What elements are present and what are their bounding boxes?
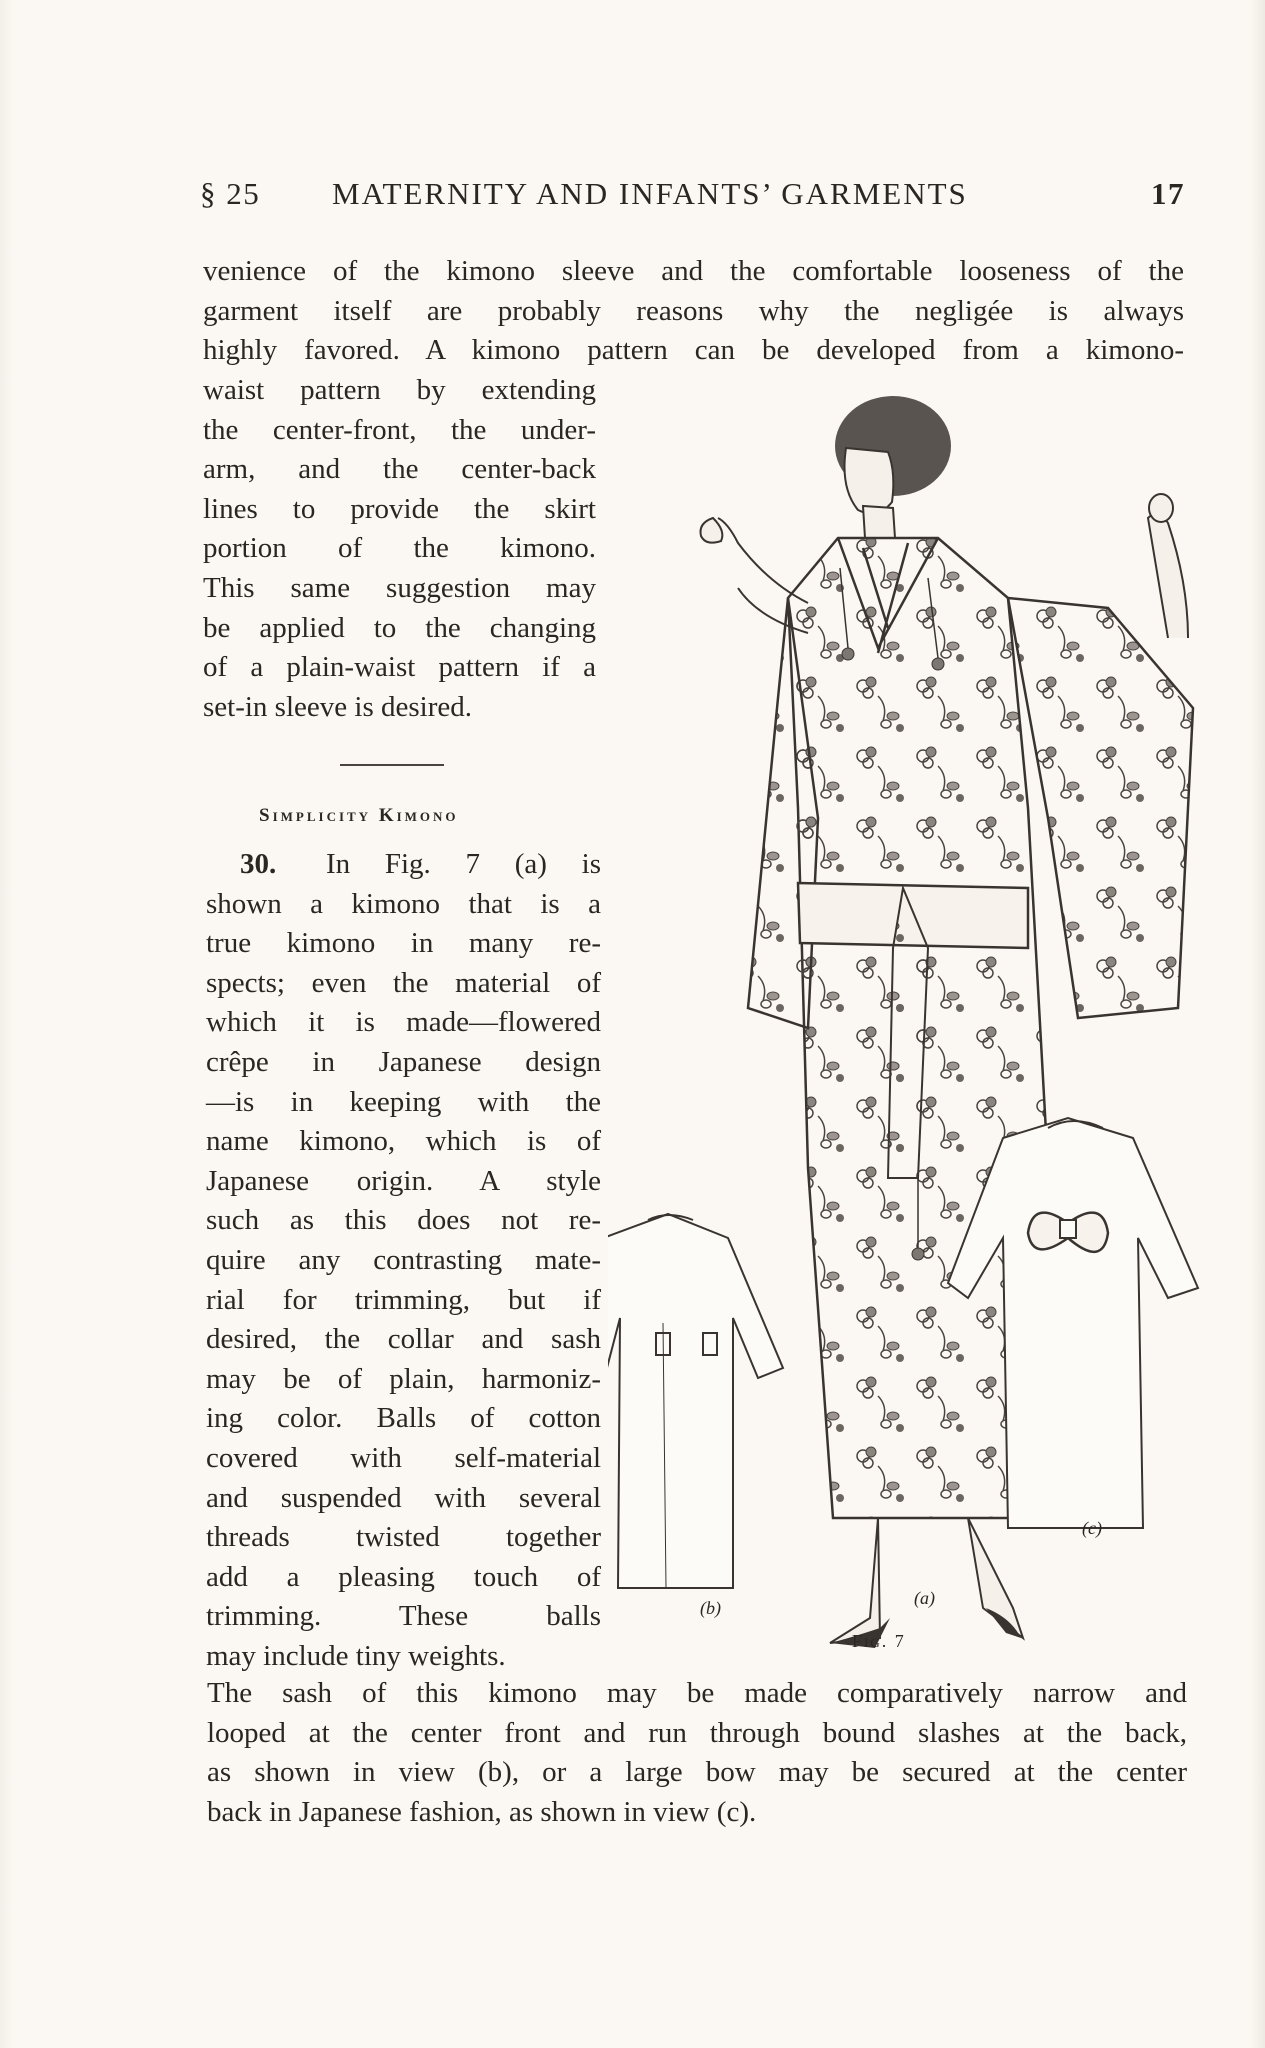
text-line: threads twisted together	[206, 1521, 601, 1554]
page-number: 17	[1151, 176, 1185, 211]
text-line: arm, and the center-back	[203, 453, 596, 486]
figure-label-b: (b)	[700, 1598, 721, 1618]
closing-paragraph	[207, 1674, 1187, 1832]
text-line: crêpe in Japanese design	[206, 1045, 601, 1078]
text-line: and suspended with several	[206, 1481, 601, 1514]
text-line: Japanese origin. A style	[206, 1164, 601, 1197]
section-divider	[340, 764, 444, 766]
text-line: lines to provide the skirt	[203, 492, 596, 525]
text-line: set-in sleeve is desired.	[203, 690, 472, 723]
text-line: add a pleasing touch of	[206, 1560, 601, 1593]
text-line: may be of plain, harmoniz-	[206, 1362, 601, 1395]
figure-label-c: (c)	[1082, 1518, 1102, 1538]
paragraph-number: 30.	[240, 848, 277, 880]
text-line: The sash of this kimono may be made comparatively narrow and	[207, 1677, 1187, 1709]
text-line: back in Japanese fashion, as shown in view (c).	[207, 1795, 757, 1828]
text-line: name kimono, which is of	[206, 1125, 601, 1158]
section-heading: Simplicity Kimono	[259, 805, 459, 826]
text-line: be applied to the changing	[203, 611, 596, 644]
figure-b-back-view	[608, 1214, 783, 1588]
kimono-drawing	[608, 388, 1208, 1650]
text-line: trimming. These balls	[206, 1600, 601, 1633]
text-line: such as this does not re-	[206, 1204, 601, 1237]
text-line: which it is made—flowered	[206, 1006, 601, 1039]
text-line: of a plain-waist pattern if a	[203, 651, 596, 684]
text-line: venience of the kimono sleeve and the comfortable looseness of the	[203, 255, 1184, 287]
text-line: ing color. Balls of cotton	[206, 1402, 601, 1435]
text-line	[206, 845, 601, 885]
text-line: as shown in view (b), or a large bow may be secured at the center	[207, 1756, 1187, 1789]
text-line: garment itself are probably reasons why the negligée is always	[203, 294, 1184, 327]
text-line: desired, the collar and sash	[206, 1323, 601, 1356]
text-line-content: In Fig. 7 (a) is	[326, 848, 601, 880]
text-line: —is in keeping with the	[206, 1085, 601, 1118]
text-line: shown a kimono that is a	[206, 887, 601, 920]
text-line: spects; even the material of	[206, 966, 601, 999]
text-line: waist pattern by extending	[203, 374, 596, 406]
text-line: This same suggestion may	[203, 571, 596, 604]
intro-paragraph	[203, 252, 1184, 371]
figure-caption: Fig. 7	[852, 1631, 906, 1651]
running-header	[200, 176, 1185, 216]
text-line: portion of the kimono.	[203, 532, 596, 565]
text-line: rial for trimming, but if	[206, 1283, 601, 1316]
section-number: § 25	[200, 176, 261, 211]
text-line: covered with self-material	[206, 1441, 601, 1474]
text-line: highly favored. A kimono pattern can be developed from a kimono-	[203, 334, 1184, 367]
text-line: true kimono in many re-	[206, 927, 601, 960]
running-title: MATERNITY AND INFANTS’ GARMENTS	[332, 176, 968, 211]
column-paragraph-1	[203, 371, 596, 727]
text-line: the center-front, the under-	[203, 413, 596, 446]
text-line: quire any contrasting mate-	[206, 1243, 601, 1276]
kimono-illustration	[608, 388, 1208, 1650]
text-line: may include tiny weights.	[206, 1639, 506, 1672]
text-line: looped at the center front and run through bound slashes at the back,	[207, 1716, 1187, 1749]
column-paragraph-2	[206, 845, 601, 1676]
figure-label-a: (a)	[914, 1588, 935, 1608]
